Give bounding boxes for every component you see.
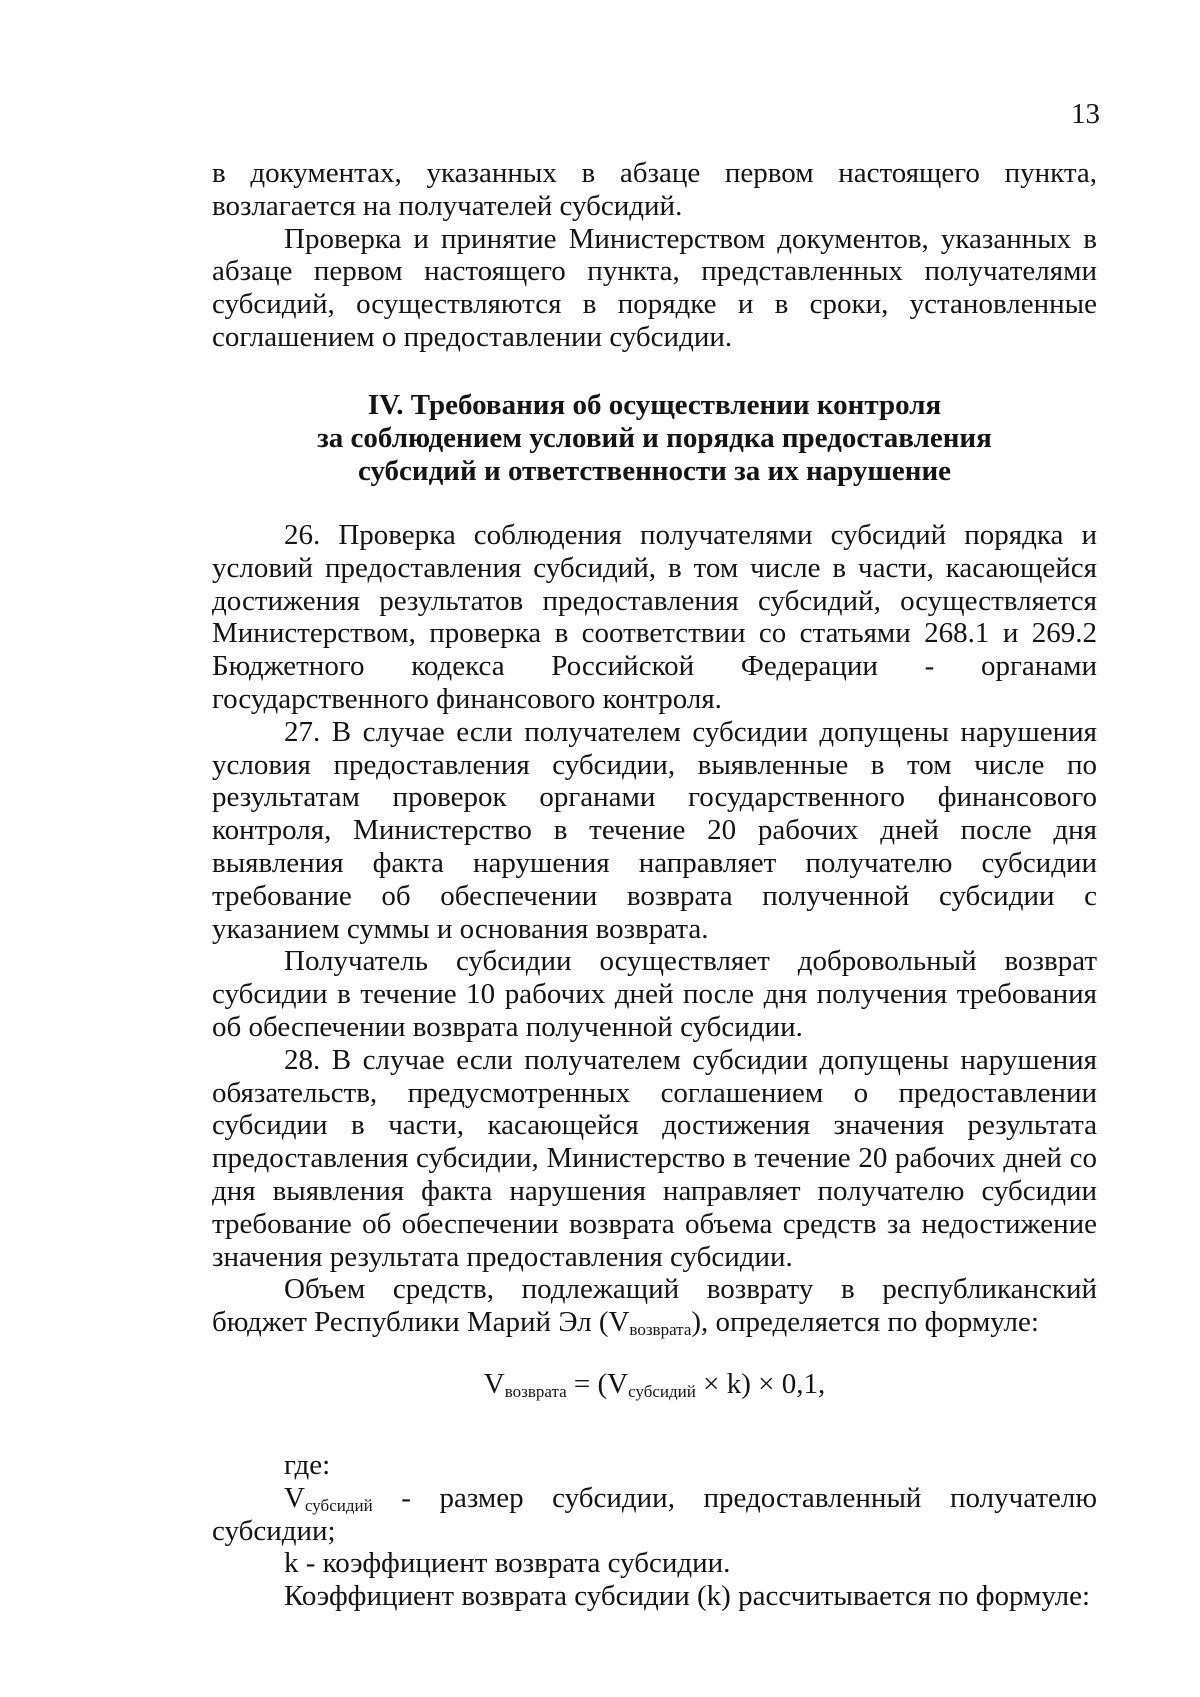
section-body xyxy=(212,519,1097,1339)
volume-text-end: ), определяется по формуле: xyxy=(691,1306,1039,1339)
formula-subsidy-subscript: субсидий xyxy=(628,1382,696,1401)
paragraph-28: 28. В случае если получателем субсидии допущены нарушения обязательств, предусмотренных соглашением о предоставлении субсидии в части, касающейся достижения значения результата предоставления субсидии, Министерство в течение 20 рабочих дней со дня выявления факта нарушения направляет получателю субсидии требование об обеспечении возврата объема средств за недостижение значения результата предоставления субсидии. xyxy=(212,1043,1097,1273)
where-label: где: xyxy=(284,1449,331,1481)
section-title-line-2: за соблюдением условий и порядка предоставления xyxy=(317,421,992,454)
page-number: 13 xyxy=(1071,98,1100,130)
k-formula-intro: Коэффициент возврата субсидии (k) рассчитывается по формуле: xyxy=(284,1580,1091,1613)
section-heading xyxy=(212,389,1097,487)
paragraph-27: 27. В случае если получателем субсидии допущены нарушения условия предоставления субсидии, выявленные в том числе по результатам проверок органами государственного финансового контроля, Министерство в течение 20 рабочих дней после дня выявления факта нарушения направляет получателю субсидии требование об обеспечении возврата полученной субсидии с указанием суммы и основания возврата. xyxy=(212,715,1097,945)
formula-block xyxy=(212,1368,1097,1401)
definition-v-subscript: субсидий xyxy=(304,1495,373,1515)
paragraph-continuation: в документах, указанных в абзаце первом настоящего пункта, возлагается на получателей субсидий. xyxy=(212,157,1097,222)
intro-block xyxy=(212,157,1097,354)
definition-v-subsidy xyxy=(212,1482,1097,1548)
formula-v: V xyxy=(483,1368,505,1400)
section-title-line-1: IV. Требования об осуществлении контроля xyxy=(367,389,942,421)
section-title-line-3: субсидий и ответственности за их нарушение xyxy=(357,454,952,487)
volume-text-start: Объем средств, подлежащий возврату в республиканский бюджет Республики Марий Эл (V xyxy=(212,1273,1097,1339)
return-volume-formula xyxy=(212,1368,1097,1401)
formula-equals: = (V xyxy=(566,1368,629,1400)
definitions-block xyxy=(212,1449,1097,1613)
section-title xyxy=(212,389,1097,487)
paragraph-document-check: Проверка и принятие Министерством документов, указанных в абзаце первом настоящего пункта, представленных получателями субсидий, осуществляются в порядке и в сроки, установленные соглашением о предоставлении субсидии. xyxy=(212,222,1097,353)
definition-v-letter: V xyxy=(284,1481,305,1514)
volume-text-subscript: возврата xyxy=(629,1320,692,1340)
definition-v-text: - размер субсидии, предоставленный получателю субсидии; xyxy=(212,1481,1097,1547)
definition-k: k - коэффициент возврата субсидии. xyxy=(284,1547,731,1580)
paragraph-26: 26. Проверка соблюдения получателями субсидий порядка и условий предоставления субсидий, в том числе в части, касающейся достижения результатов предоставления субсидий, осуществляется Министерством, проверка в соответствии со статьями 268.1 и 269.2 Бюджетного кодекса Российской Федерации - органами государственного финансового контроля. xyxy=(212,519,1097,715)
paragraph-27-return: Получатель субсидии осуществляет добровольный возврат субсидии в течение 10 рабочих дней после дня получения требования об обеспечении возврата полученной субсидии. xyxy=(212,945,1097,1043)
formula-v-subscript: возврата xyxy=(504,1382,567,1401)
paragraph-volume-formula-intro xyxy=(212,1273,1097,1339)
formula-tail: × k) × 0,1, xyxy=(695,1368,826,1400)
